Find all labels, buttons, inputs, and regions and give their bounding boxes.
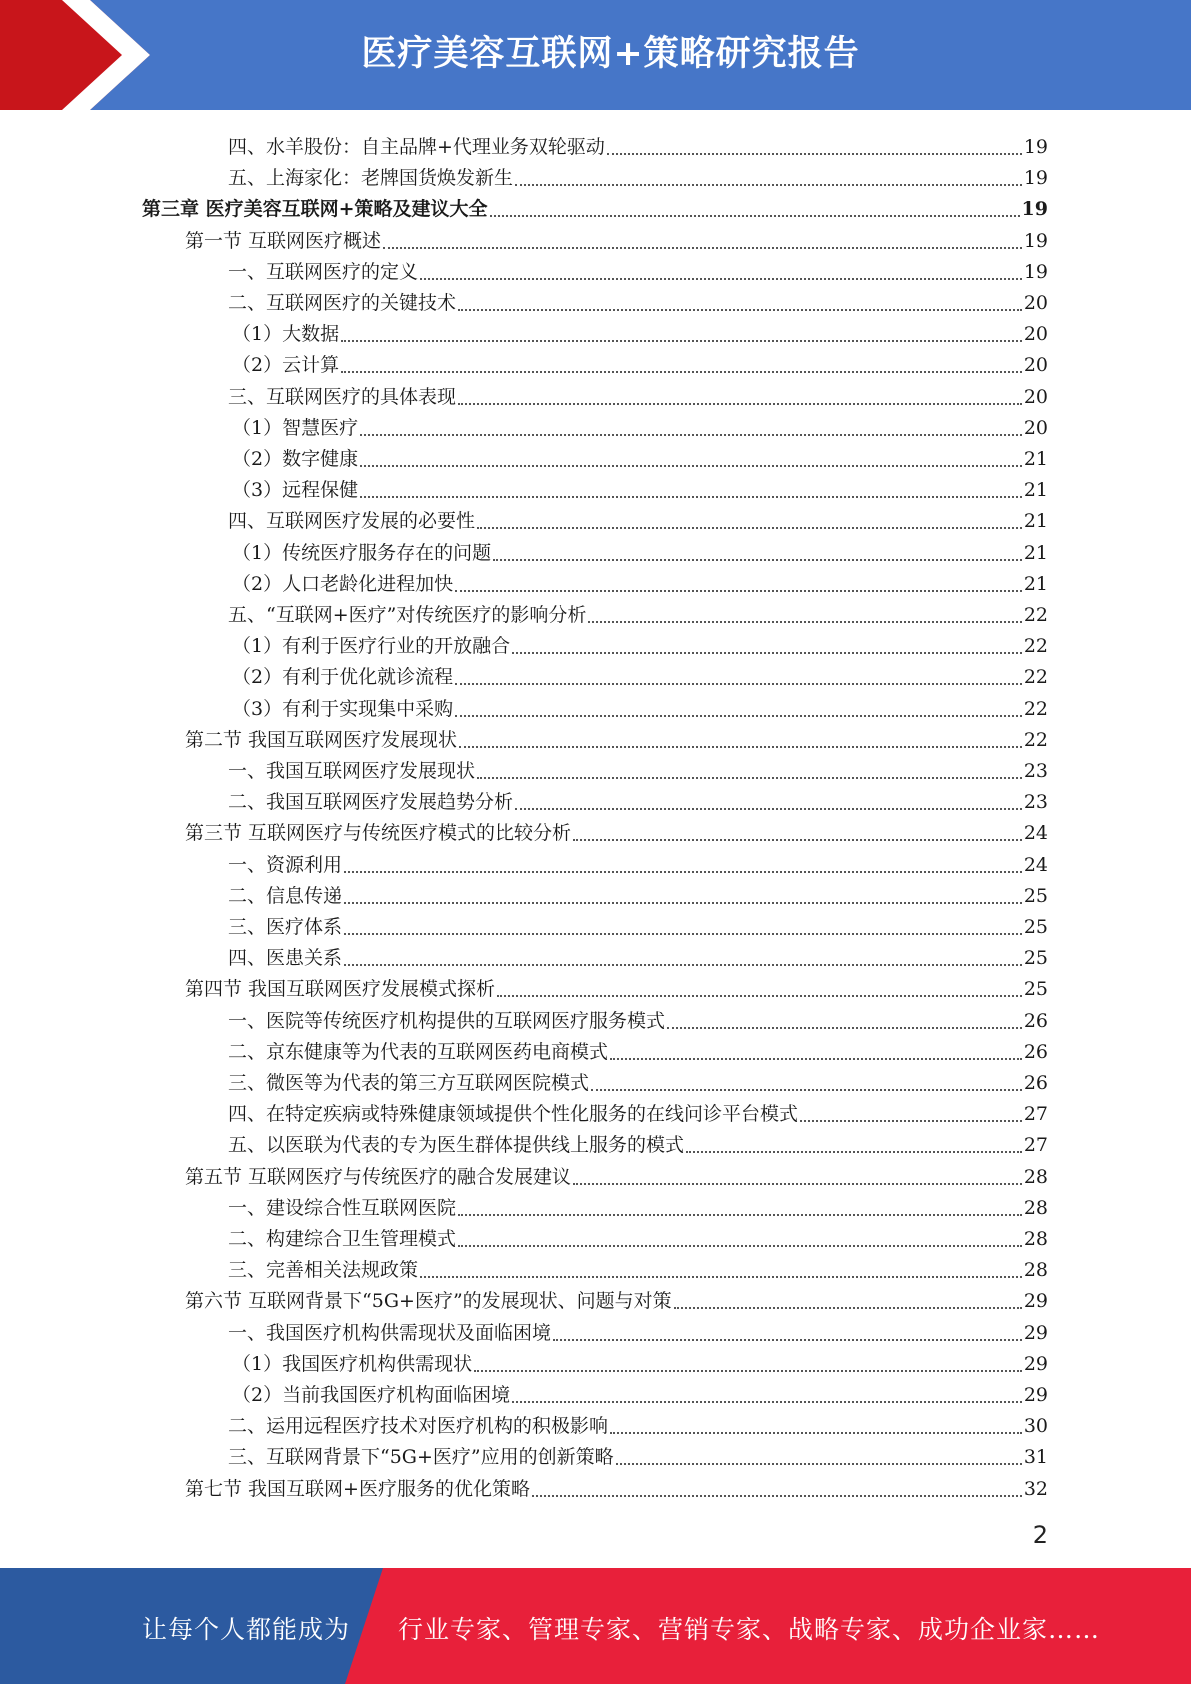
toc-leader-dots [383, 246, 1022, 249]
toc-leader-dots [497, 994, 1022, 997]
toc-leader-dots [477, 526, 1022, 529]
toc-entry-page: 19 [1023, 260, 1048, 283]
toc-entry[interactable] [232, 1376, 1048, 1407]
toc-entry[interactable] [232, 346, 1048, 377]
toc-entry[interactable] [142, 190, 1048, 221]
toc-entry[interactable] [232, 565, 1048, 596]
toc-entry-label: 一、我国互联网医疗发展现状 [228, 760, 476, 782]
toc-entry[interactable] [232, 534, 1048, 565]
toc-entry-label: 一、互联网医疗的定义 [228, 260, 419, 283]
toc-entry-page: 20 [1023, 323, 1048, 346]
toc-entry-label: 一、建设综合性互联网医院 [228, 1196, 457, 1219]
toc-entry-page: 23 [1023, 791, 1048, 814]
toc-entry-label: （3）有利于实现集中采购 [232, 697, 454, 720]
toc-entry[interactable] [185, 814, 1048, 845]
toc-entry[interactable] [232, 627, 1048, 658]
toc-leader-dots [667, 1026, 1022, 1029]
toc-leader-dots [573, 838, 1022, 841]
toc-leader-dots [458, 402, 1022, 405]
toc-entry[interactable] [185, 1158, 1048, 1189]
toc-entry-label: 第七节 我国互联网+医疗服务的优化策略 [185, 1477, 530, 1500]
toc-entry-label: （1）传统医疗服务存在的问题 [232, 541, 492, 564]
toc-entry-label: （2）数字健康 [232, 448, 359, 470]
toc-entry-label: 五、以医联为代表的专为医生群体提供线上服务的模式 [228, 1134, 685, 1157]
toc-entry-page: 24 [1023, 853, 1048, 876]
toc-leader-dots [512, 1400, 1022, 1403]
toc-entry-page: 20 [1023, 292, 1048, 314]
toc-entry[interactable] [228, 284, 1048, 315]
toc-entry[interactable] [228, 783, 1048, 814]
toc-entry-page: 25 [1023, 978, 1048, 1001]
toc-entry-page: 21 [1023, 541, 1048, 564]
toc-entry-page: 23 [1023, 760, 1048, 782]
toc-entry-page: 21 [1023, 448, 1048, 470]
toc-entry-page: 20 [1023, 385, 1048, 408]
toc-entry-label: 第六节 互联网背景下“5G+医疗”的发展现状、问题与对策 [185, 1290, 672, 1313]
toc-entry[interactable] [228, 159, 1048, 190]
toc-leader-dots [512, 651, 1022, 654]
toc-leader-dots [610, 1057, 1022, 1060]
toc-entry-page: 32 [1023, 1477, 1048, 1500]
toc-entry[interactable] [228, 1126, 1048, 1157]
toc-entry[interactable] [228, 846, 1048, 877]
toc-entry[interactable] [228, 877, 1048, 908]
toc-entry[interactable] [228, 1314, 1048, 1345]
toc-leader-dots [477, 776, 1022, 779]
toc-entry[interactable] [232, 1345, 1048, 1376]
toc-entry-label: （3）远程保健 [232, 479, 359, 502]
toc-entry[interactable] [228, 253, 1048, 284]
page-footer [0, 1568, 1191, 1684]
toc-entry-page: 29 [1023, 1321, 1048, 1344]
toc-entry[interactable] [228, 939, 1048, 970]
toc-entry-label: 二、信息传递 [228, 884, 343, 907]
toc-entry-page: 30 [1023, 1415, 1048, 1438]
toc-entry-label: 四、在特定疾病或特殊健康领域提供个性化服务的在线问诊平台模式 [228, 1103, 799, 1126]
toc-entry-label: （2）当前我国医疗机构面临困境 [232, 1384, 511, 1406]
toc-entry-page: 25 [1023, 916, 1048, 938]
toc-leader-dots [674, 1306, 1022, 1309]
toc-entry-page: 27 [1023, 1103, 1048, 1126]
toc-entry-page: 22 [1023, 635, 1048, 658]
report-title: 医疗美容互联网+策略研究报告 [361, 34, 860, 74]
toc-leader-dots [341, 370, 1022, 373]
toc-entry-page: 19 [1021, 198, 1048, 221]
toc-entry[interactable] [228, 1251, 1048, 1282]
toc-entry-page: 27 [1023, 1134, 1048, 1157]
toc-leader-dots [474, 1369, 1022, 1372]
toc-entry-label: 五、上海家化：老牌国货焕发新生 [228, 167, 514, 190]
toc-leader-dots [459, 745, 1022, 748]
toc-entry-label: （1）我国医疗机构供需现状 [232, 1352, 473, 1375]
toc-entry-page: 28 [1023, 1259, 1048, 1282]
toc-leader-dots [458, 1244, 1022, 1247]
toc-entry-label: 四、互联网医疗发展的必要性 [228, 510, 476, 533]
toc-leader-dots [455, 714, 1022, 717]
toc-leader-dots [515, 807, 1022, 810]
toc-entry[interactable] [228, 1064, 1048, 1095]
toc-entry-label: 三、互联网背景下“5G+医疗”应用的创新策略 [228, 1446, 614, 1469]
toc-entry-label: 三、微医等为代表的第三方互联网医院模式 [228, 1072, 590, 1094]
toc-leader-dots [360, 464, 1022, 467]
toc-entry-label: 三、医疗体系 [228, 916, 343, 938]
toc-entry[interactable] [232, 658, 1048, 689]
toc-leader-dots [344, 870, 1022, 873]
toc-entry-page: 29 [1023, 1290, 1048, 1313]
toc-entry-label: 四、医患关系 [228, 947, 343, 970]
toc-entry-label: （2）有利于优化就诊流程 [232, 666, 454, 689]
toc-entry[interactable] [228, 1189, 1048, 1220]
toc-leader-dots [341, 339, 1022, 342]
toc-entry[interactable] [228, 502, 1048, 533]
toc-leader-dots [591, 1088, 1022, 1091]
toc-entry-page: 26 [1023, 1009, 1048, 1032]
toc-entry-label: 第二节 我国互联网医疗发展现状 [185, 728, 458, 751]
toc-entry-label: （2）云计算 [232, 354, 340, 377]
toc-entry[interactable] [228, 1220, 1048, 1251]
toc-leader-dots [800, 1119, 1022, 1122]
toc-entry-page: 28 [1023, 1196, 1048, 1219]
toc-leader-dots [610, 1431, 1022, 1434]
toc-entry-label: 第一节 互联网医疗概述 [185, 229, 382, 252]
toc-entry-label: 一、资源利用 [228, 853, 343, 876]
toc-entry-page: 26 [1023, 1040, 1048, 1063]
toc-leader-dots [686, 1150, 1022, 1153]
toc-entry-label: 五、“互联网+医疗”对传统医疗的影响分析 [228, 604, 587, 626]
toc-entry-label: 一、医院等传统医疗机构提供的互联网医疗服务模式 [228, 1009, 666, 1032]
footer-slogan-right: 行业专家、管理专家、营销专家、战略专家、成功企业家…… [398, 1615, 1101, 1644]
toc-entry-label: 二、构建综合卫生管理模式 [228, 1228, 457, 1250]
footer-slogan-left: 让每个人都能成为 [142, 1615, 351, 1644]
toc-leader-dots [360, 495, 1022, 498]
toc-entry-page: 22 [1023, 666, 1048, 689]
toc-entry[interactable] [228, 378, 1048, 409]
toc-entry-label: 第五节 互联网医疗与传统医疗的融合发展建议 [185, 1165, 572, 1188]
toc-entry-page: 29 [1023, 1352, 1048, 1375]
toc-entry[interactable] [228, 128, 1048, 159]
toc-leader-dots [458, 308, 1022, 311]
toc-entry-label: 三、完善相关法规政策 [228, 1259, 419, 1282]
toc-entry-page: 21 [1023, 572, 1048, 595]
toc-entry[interactable] [228, 1095, 1048, 1126]
toc-leader-dots [344, 963, 1022, 966]
toc-entry[interactable] [228, 1407, 1048, 1438]
toc-entry-page: 22 [1023, 604, 1048, 626]
toc-entry-page: 25 [1023, 884, 1048, 907]
toc-entry-page: 21 [1023, 479, 1048, 502]
toc-leader-dots [360, 433, 1022, 436]
toc-entry[interactable] [185, 1282, 1048, 1313]
toc-leader-dots [344, 901, 1022, 904]
toc-entry[interactable] [232, 409, 1048, 440]
toc-entry-page: 20 [1023, 354, 1048, 377]
toc-entry-label: 二、互联网医疗的关键技术 [228, 292, 457, 314]
toc-leader-dots [553, 1338, 1022, 1341]
toc-entry-page: 25 [1023, 947, 1048, 970]
toc-leader-dots [573, 1182, 1022, 1185]
toc-entry[interactable] [232, 440, 1048, 471]
toc-entry-label: 第三章 医疗美容互联网+策略及建议大全 [142, 198, 488, 221]
toc-entry[interactable] [228, 596, 1048, 627]
toc-leader-dots [344, 932, 1022, 935]
toc-entry-page: 24 [1023, 822, 1048, 845]
toc-entry-label: 四、水羊股份：自主品牌+代理业务双轮驱动 [228, 136, 605, 158]
toc-entry[interactable] [228, 1033, 1048, 1064]
toc-entry[interactable] [232, 690, 1048, 721]
page-number: 2 [1032, 1521, 1048, 1549]
toc-entry-label: 一、我国医疗机构供需现状及面临困境 [228, 1321, 552, 1344]
toc-entry[interactable] [185, 1470, 1048, 1501]
toc-entry-label: 二、我国互联网医疗发展趋势分析 [228, 791, 514, 814]
toc-entry-page: 26 [1023, 1072, 1048, 1094]
toc-leader-dots [458, 1213, 1022, 1216]
toc-leader-dots [455, 589, 1022, 592]
toc-entry[interactable] [185, 222, 1048, 253]
toc-entry[interactable] [185, 721, 1048, 752]
toc-entry-page: 19 [1023, 136, 1048, 158]
toc-entry-label: 第四节 我国互联网医疗发展模式探析 [185, 978, 496, 1001]
toc-entry-page: 22 [1023, 697, 1048, 720]
toc-entry-label: （1）智慧医疗 [232, 416, 359, 439]
toc-entry-page: 29 [1023, 1384, 1048, 1406]
toc-entry-page: 22 [1023, 728, 1048, 751]
toc-leader-dots [420, 277, 1022, 280]
toc-entry-page: 20 [1023, 416, 1048, 439]
toc-entry-page: 28 [1023, 1165, 1048, 1188]
toc-entry[interactable] [185, 970, 1048, 1001]
toc-leader-dots [493, 558, 1022, 561]
toc-leader-dots [607, 152, 1022, 155]
toc-leader-dots [420, 1275, 1022, 1278]
toc-entry-label: 第三节 互联网医疗与传统医疗模式的比较分析 [185, 822, 572, 845]
toc-leader-dots [490, 214, 1020, 217]
toc-entry-page: 19 [1023, 167, 1048, 190]
toc-leader-dots [616, 1462, 1022, 1465]
toc-entry-label: （2）人口老龄化进程加快 [232, 572, 454, 595]
toc-entry[interactable] [232, 471, 1048, 502]
toc-entry-page: 31 [1023, 1446, 1048, 1469]
toc-entry[interactable] [232, 315, 1048, 346]
toc-leader-dots [588, 620, 1021, 623]
toc-entry-label: （1）有利于医疗行业的开放融合 [232, 635, 511, 658]
toc-entry-label: （1）大数据 [232, 323, 340, 346]
toc-entry[interactable] [228, 752, 1048, 783]
toc-entry-label: 二、运用远程医疗技术对医疗机构的积极影响 [228, 1415, 609, 1438]
toc-leader-dots [455, 682, 1022, 685]
toc-entry[interactable] [228, 1438, 1048, 1469]
toc-entry-page: 19 [1023, 229, 1048, 252]
toc-entry-label: 二、京东健康等为代表的互联网医药电商模式 [228, 1040, 609, 1063]
toc-entry[interactable] [228, 1002, 1048, 1033]
toc-entry-page: 28 [1023, 1228, 1048, 1250]
toc-leader-dots [515, 183, 1022, 186]
toc-entry[interactable] [228, 908, 1048, 939]
toc-leader-dots [532, 1494, 1022, 1497]
toc-entry-label: 三、互联网医疗的具体表现 [228, 385, 457, 408]
page-header [0, 0, 1191, 110]
toc-entry-page: 21 [1023, 510, 1048, 533]
